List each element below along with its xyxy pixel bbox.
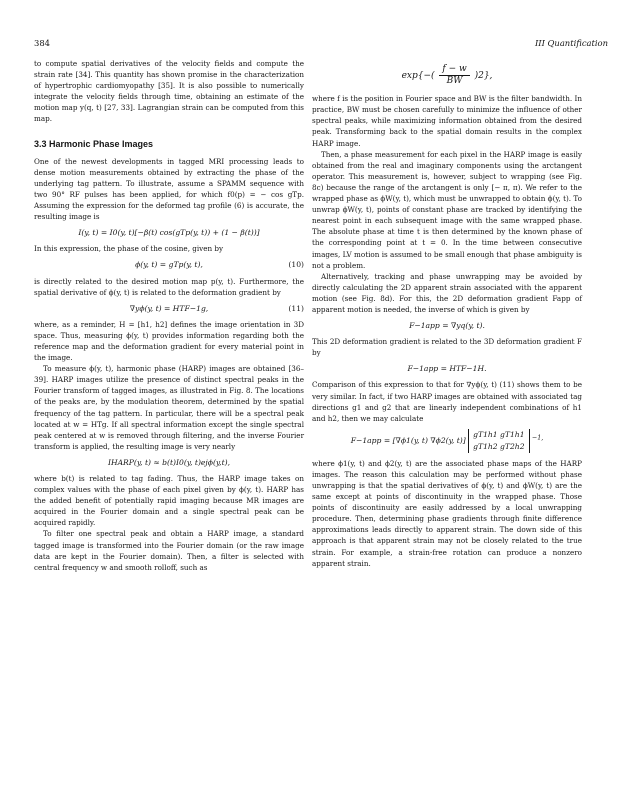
paragraph: One of the newest developments in tagged MRI processing leads to dense motion measurements obtained by extracting the phase of the underlying tag pattern. To illustrate, assume a SPAMM sequence with two 90° RF pulses has been applied, for which f0(p) = − cos gTp. Assuming the expression for the deformed tag profile (6) is accurate, the resulting image is [34,156,304,222]
equation-apparent-relation: F−1app = HTF−1H. [407,364,487,374]
equation-number: (11) [288,303,304,313]
paragraph: where ϕ1(y, t) and ϕ2(y, t) are the associated phase maps of the HARP images. The reason this calculation may be performed without phase unwrapping is that the spatial derivatives of ϕ(y, t) and ϕW(y, t) are the same except at points of discontinuity in the wrapped phase. Those points of discontinuity are easily addressed by a local unwrapping procedure. Then, determining phase gradients through finite difference approximations leads directly to apparent strain. The down side of this approach is that apparent strain may not be closely related to the true strain. For example, a strain-free rotation can produce a nonzero apparent strain. [312,458,582,568]
paragraph: In this expression, the phase of the cosine, given by [34,244,224,254]
paragraph: Then, a phase measurement for each pixel in the HARP image is easily obtained from the real and imaginary components using the arctangent operator. This measurement is, however, subject to wrapping (see Fig. 8c) because the range of the arctangent is only [− π, π). We refer to the wrapped phase as ϕW(y, t), which must be unwrapped to obtain ϕ(y, t). To unwrap ϕW(y, t), points of constant phase are tracked by identifying the nearest point in each subsequent image with the same wrapped phase. The absolute phase at time t is then determined by the known phase of the corresponding point at t = 0. In the time between consecutive images, LV motion is assumed to be small enough that phase ambiguity is not a problem. [312,149,582,270]
equation-tagged-image: I(y, t) = I0(y, t)[−β(t) cos(gTp(y, t)) + (1 − β(t))] [78,228,260,238]
equation-matrix [312,429,582,453]
equation-harp: IHARP(y, t) ≈ b(t)I0(y, t)ejϕ(y,t), [107,457,231,467]
paragraph: is directly related to the desired motion map p(y, t). Furthermore, the spatial derivative of ϕ(y, t) is related to the deformation gradient by [34,276,304,297]
paragraph: To measure ϕ(y, t), harmonic phase (HARP) images are obtained [36–39]. HARP images utilize the presence of distinct spectral peaks in the Fourier transform of tagged images, as illustrated in Fig. 8. The locations of the peaks are, by the modulation theorem, determined by the spatial frequency of the tag pattern. In particular, there will be a spectral peak located at w = HTg. If all spectral information except the single spectral peak centered at w is removed through filtering, and the inverse Fourier transform is applied, the resulting image is very nearly [34,364,304,451]
fraction-denominator: BW [446,76,463,87]
paragraph: where b(t) is related to tag fading. Thus, the HARP image takes on complex values with the phase of each pixel given by ϕ(y, t). HARP has the added benefit of potentially rapid imaging because MR images are acquired in the Fourier domain and a single spectral peak can be acquired rapidly. [34,474,304,528]
equation-body: ϕ(y, t) = gTp(y, t), [135,260,203,270]
page-number: 384 [34,38,50,48]
matrix-row: gT1h2 gT2h2 [473,441,525,451]
right-column [312,58,582,569]
paragraph: Alternatively, tracking and phase unwrapping may be avoided by directly calculating the 2D apparent strain associated with the apparent motion (see Fig. 8d). For this, the 2D deformation gradient Fapp of apparent motion is needed, the inverse of which is given by [312,271,582,314]
matrix-row: gT1h1 gT1h1 [473,429,525,439]
fraction-numerator: f − w [439,64,469,76]
section-heading: 3.3 Harmonic Phase Images [34,138,154,149]
running-header: III Quantification [534,38,608,48]
equation-part: exp{−( [401,71,435,82]
paragraph: where, as a reminder, H = [h1, h2] defines the image orientation in 3D space. Thus, measuring ϕ(y, t) provides information regarding both the reference map and the deformation gradient for every material point in the image. [34,319,304,363]
equation-part: F−1app = [∇ϕ1(y, t) ∇ϕ2(y, t)] [350,435,466,445]
paragraph: where f is the position in Fourier space and BW is the filter bandwidth. In practice, BW must be chosen carefully to minimize the influence of other spectral peaks, while maximizing information obtained from the desired peak. Transforming back to the spatial domain results in the complex HARP image. [312,94,582,148]
equation-apparent-gradient: F−1app = ∇yq(y, t). [409,321,485,331]
equation-fraction [439,64,469,87]
equation-matrix-block [468,429,529,453]
equation-body: ∇yϕ(y, t) = HTF−1g, [129,303,209,313]
equation-part: −1, [531,434,544,442]
paragraph: This 2D deformation gradient is related to the 3D deformation gradient F by [312,337,582,358]
left-column [34,58,304,573]
equation-11 [34,303,304,314]
equation-10 [34,259,304,270]
paragraph: Comparison of this expression to that for ∇yϕ(y, t) (11) shows them to be very similar. In fact, if two HARP images are obtained with associated tag directions g1 and g2 that are linearly independent combinations of h1 and h2, then we may calculate [312,380,582,423]
paragraph: to compute spatial derivatives of the velocity fields and compute the strain rate [34]. This quantity has shown promise in the characterization of hypertrophic cardiomyopathy [35]. It is also possible to numerically integrate the velocity fields through time, obtaining an estimate of the motion map y(q, t) [27, 33]. Lagrangian strain can be computed from this map. [34,59,304,124]
equation-number: (10) [288,260,304,270]
equation-part: )2}, [474,71,493,82]
paragraph: To filter one spectral peak and obtain a HARP image, a standard tagged image is transformed into the Fourier domain (or the raw image data are kept in the Fourier domain). Then, a filter is selected with central frequency w and smooth rolloff, such as [34,529,304,572]
equation-filter [312,64,582,87]
